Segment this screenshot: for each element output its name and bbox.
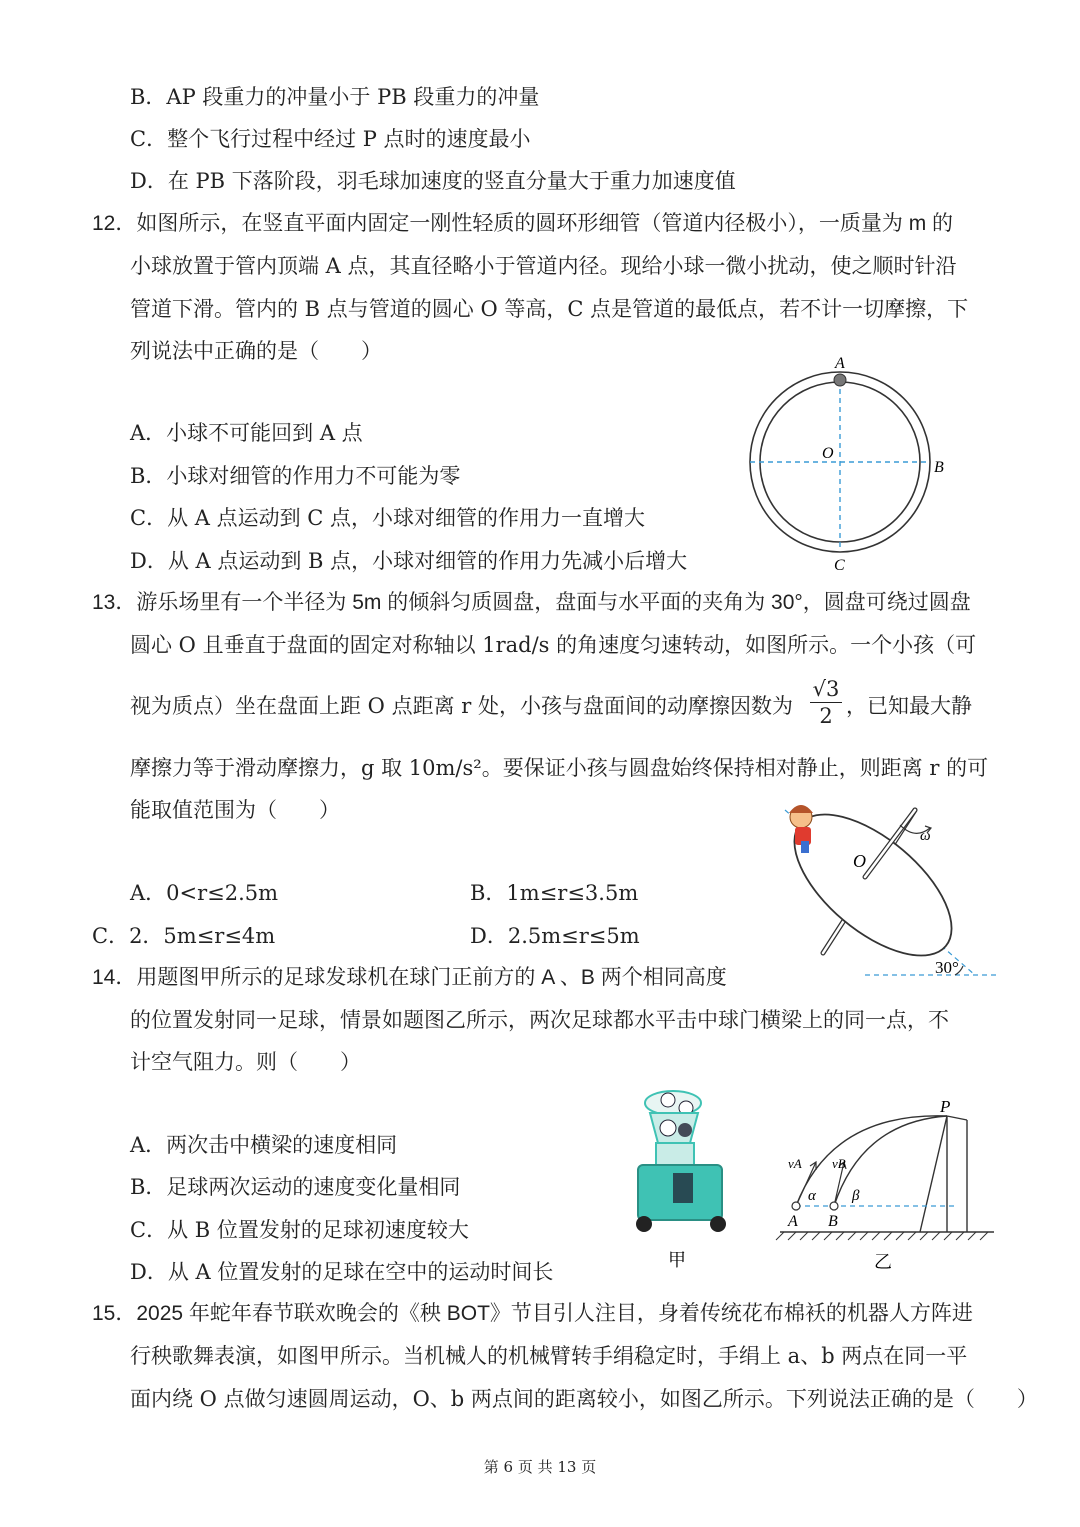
trajectory-a — [796, 1116, 947, 1206]
ball-a — [792, 1202, 800, 1210]
label-beta: β — [852, 1188, 860, 1204]
label-b: B — [934, 459, 944, 476]
q15-stem-line2: 行秧歌舞表演，如图甲所示。当机械人的机械臂转手绢稳定时，手绢上 a、b 两点在同一平 — [130, 1344, 968, 1368]
q12-option-b: B．小球对细管的作用力不可能为零 — [130, 464, 461, 488]
ball — [834, 374, 846, 386]
q14-ball-machine-figure — [628, 1088, 738, 1278]
label-va: vA — [788, 1156, 802, 1171]
q12-stem-line3: 管道下滑。管内的 B 点与管道的圆心 O 等高，C 点是管道的最低点，若不计一切摩擦，下 — [130, 297, 969, 321]
ground-hatching — [776, 1232, 988, 1240]
q13-disc-figure — [765, 795, 1005, 985]
q12-stem-line4: 列说法中正确的是（ ） — [130, 339, 382, 363]
q12-stem-line1: 12．如图所示，在竖直平面内固定一刚性轻质的圆环形细管（管道内径极小），一质量为 m 的 — [92, 212, 954, 235]
q13-stem-line1: 13．游乐场里有一个半径为 5m 的倾斜匀质圆盘，盘面与水平面的夹角为 30°，圆盘可绕过圆盘 — [92, 591, 971, 614]
q15-stem-line3: 面内绕 O 点做匀速圆周运动，O、b 两点间的距离较小，如图乙所示。下列说法正确的是（ ） — [130, 1387, 1038, 1411]
angle-label: 30° — [935, 958, 959, 977]
page-footer: 第 6 页 共 13 页 — [483, 1458, 597, 1476]
label-a: A — [835, 355, 845, 372]
ball-b — [830, 1202, 838, 1210]
q13-option-d: D．2.5m≤r≤5m — [470, 924, 640, 948]
q14-option-b: B．足球两次运动的速度变化量相同 — [130, 1175, 461, 1199]
fraction-numerator: √3 — [810, 676, 842, 703]
fraction-denominator: 2 — [819, 704, 833, 728]
q14-option-d: D．从 A 位置发射的足球在空中的运动时间长 — [130, 1260, 554, 1284]
q11-option-c: C．整个飞行过程中经过 P 点时的速度最小 — [130, 127, 531, 151]
q13-stem-line4: 摩擦力等于滑动摩擦力，g 取 10m/s²。要保证小孩与圆盘始终保持相对静止，则距离 r 的可 — [130, 756, 989, 780]
q13-stem-line5: 能取值范围为（ ） — [130, 798, 340, 822]
label-jia: 甲 — [668, 1250, 686, 1270]
q12-stem-line2: 小球放置于管内顶端 A 点，其直径略小于管道内径。现给小球一微小扰动，使之顺时针沿 — [130, 254, 957, 278]
label-c: C — [834, 557, 845, 574]
q14-stem-line1: 14．用题图甲所示的足球发球机在球门正前方的 A 、B 两个相同高度 — [92, 966, 727, 989]
friction-fraction — [810, 676, 842, 729]
q14-option-a: A．两次击中横梁的速度相同 — [130, 1133, 398, 1157]
q15-stem-line1: 15．2025 年蛇年春节联欢晚会的《秧 BOT》节目引人注目，身着传统花布棉袄的机器人方阵进 — [92, 1302, 973, 1325]
label-omega: ω — [920, 828, 931, 844]
label-vb: vB — [832, 1156, 846, 1171]
label-a: A — [788, 1213, 798, 1230]
goal-side-bar — [920, 1116, 947, 1232]
q12-option-d: D．从 A 点运动到 B 点，小球对细管的作用力先减小后增大 — [130, 549, 688, 573]
label-o: O — [853, 851, 866, 871]
q14-stem-line3: 计空气阻力。则（ ） — [130, 1050, 361, 1074]
goal-crossbar-top — [947, 1116, 967, 1120]
label-alpha: α — [808, 1188, 816, 1204]
label-yi: 乙 — [874, 1252, 892, 1272]
q12-ring-figure — [740, 350, 960, 575]
q13-stem-line3b: ，已知最大静 — [846, 694, 972, 718]
q11-option-d: D．在 PB 下落阶段，羽毛球加速度的竖直分量大于重力加速度值 — [130, 169, 736, 193]
label-o: O — [822, 445, 834, 462]
q14-stem-line2: 的位置发射同一足球，情景如题图乙所示，两次足球都水平击中球门横梁上的同一点，不 — [130, 1008, 949, 1032]
q14-option-c: C．从 B 位置发射的足球初速度较大 — [130, 1218, 469, 1242]
label-p: P — [940, 1097, 951, 1116]
q13-option-b: B．1m≤r≤3.5m — [470, 881, 639, 905]
ball-machine-illustration — [636, 1091, 726, 1232]
q12-option-a: A．小球不可能回到 A 点 — [130, 421, 363, 445]
q11-option-b: B．AP 段重力的冲量小于 PB 段重力的冲量 — [130, 85, 540, 109]
q14-trajectory-figure — [772, 1092, 1002, 1277]
q13-option-a: A．0<r≤2.5m — [130, 881, 279, 905]
q13-option-c: C．2．5m≤r≤4m — [92, 924, 276, 948]
label-b: B — [828, 1213, 838, 1230]
q13-stem-line2: 圆心 O 且垂直于盘面的固定对称轴以 1rad/s 的角速度匀速转动，如图所示。一个小孩（可 — [130, 633, 977, 657]
trajectory-b — [834, 1116, 947, 1206]
q12-option-c: C．从 A 点运动到 C 点，小球对细管的作用力一直增大 — [130, 506, 646, 530]
q13-stem-line3a: 视为质点）坐在盘面上距 O 点距离 r 处，小孩与盘面间的动摩擦因数为 — [130, 694, 793, 718]
